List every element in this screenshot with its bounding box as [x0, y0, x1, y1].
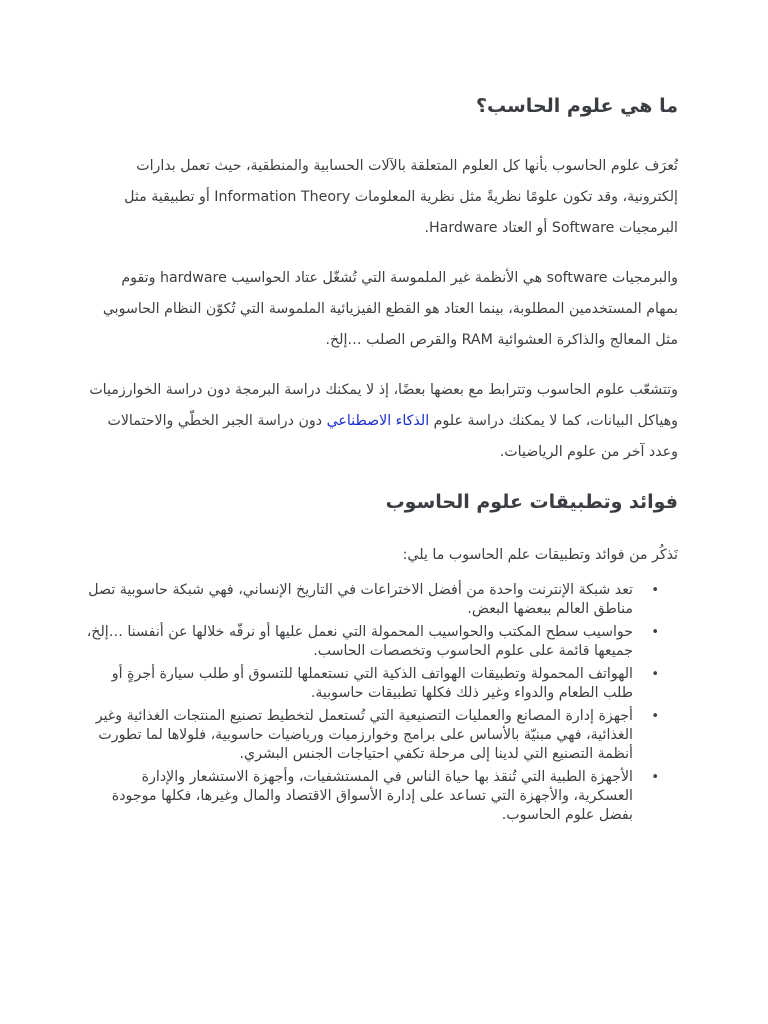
bullet-icon: •: [651, 709, 659, 724]
list-item: [86, 707, 659, 764]
list-item-text: تعد شبكة الإنترنت واحدة من أفضل الاختراعات في التاريخ الإنساني، فهي شبكة حاسوبية تصل مناطق العالم ببعضها البعض.: [88, 582, 633, 617]
paragraph-definition: تُعرَف علوم الحاسوب بأنها كل العلوم المتعلقة بالآلات الحسابية والمنطقية، حيث تعمل بدارات إلكترونية، وقد تكون علومًا نظريةً مثل نظرية المعلومات Information Theory أو تطبيقية مثل البرمجيات Software أو العتاد Hardware.: [124, 158, 678, 236]
list-item-text: حواسيب سطح المكتب والحواسيب المحمولة التي نعمل عليها أو نرفّه خلالها عن أنفسنا …إلخ، جميعها قائمة على علوم الحاسوب وتخصصات الحاسب.: [86, 624, 633, 659]
paragraph-branches: [86, 375, 678, 468]
paragraph-branches-text-end: دون دراسة الجبر الخطّي والاحتمالات وعدد آخر من علوم الرياضيات.: [107, 413, 678, 460]
paragraph-branches-text-start: وتتشعّب علوم الحاسوب وتترابط مع بعضها بعضًا، إذ لا يمكنك دراسة البرمجة دون دراسة الخوارزميات وهياكل البيانات، كما لا يمكنك دراسة علوم: [89, 382, 678, 429]
bullet-icon: •: [651, 625, 659, 640]
list-item: [86, 623, 659, 661]
benefits-intro: نَذكُر من فوائد وتطبيقات علم الحاسوب ما يلي:: [402, 547, 678, 563]
list-item-text: أجهزة إدارة المصانع والعمليات التصنيعية التي تُستعمل لتخطيط تصنيع المنتجات الغذائية وغير الغذائية، فهي مبنيّة بالأساس على برامج وخوارزميات ورياضيات حاسوبية، فلولاها لما تطورت أنظمة التصنيع التي لدينا إلى مرحلة تكفي احتياجات الجنس البشري.: [95, 708, 633, 762]
bullet-icon: •: [651, 583, 659, 598]
list-item-text: الأجهزة الطبية التي تُنقذ بها حياة الناس في المستشفيات، وأجهزة الاستشعار والإدارة العسكرية، والأجهزة التي تساعد على إدارة الأسواق الاقتصاد والمال وغيرها، فكلها موجودة بفضل علوم الحاسوب.: [111, 769, 633, 823]
list-item-text: الهواتف المحمولة وتطبيقات الهواتف الذكية التي نستعملها للتسوق أو طلب سيارة أجرةٍ أو طلب الطعام والدواء وغير ذلك فكلها تطبيقات حاسوبية.: [111, 666, 633, 701]
list-item: [86, 768, 659, 825]
list-item: [86, 665, 659, 703]
section-title-what-is-cs: ما هي علوم الحاسب؟: [475, 95, 678, 117]
list-item: [86, 581, 659, 619]
bullet-icon: •: [651, 770, 659, 785]
benefits-list: [86, 581, 678, 825]
bullet-icon: •: [651, 667, 659, 682]
ai-link[interactable]: الذكاء الاصطناعي: [326, 413, 430, 429]
paragraph-software-hardware: والبرمجيات software هي الأنظمة غير الملموسة التي تُشغّل عتاد الحواسيب hardware وتقوم بمهام المستخدمين المطلوبة، بينما العتاد هو القطع الفيزيائية الملموسة التي تُكوّن النظام الحاسوبي مثل المعالج والذاكرة العشوائية RAM والقرص الصلب …إلخ.: [102, 270, 678, 348]
section-title-benefits: فوائد وتطبيقات علوم الحاسوب: [385, 491, 678, 513]
